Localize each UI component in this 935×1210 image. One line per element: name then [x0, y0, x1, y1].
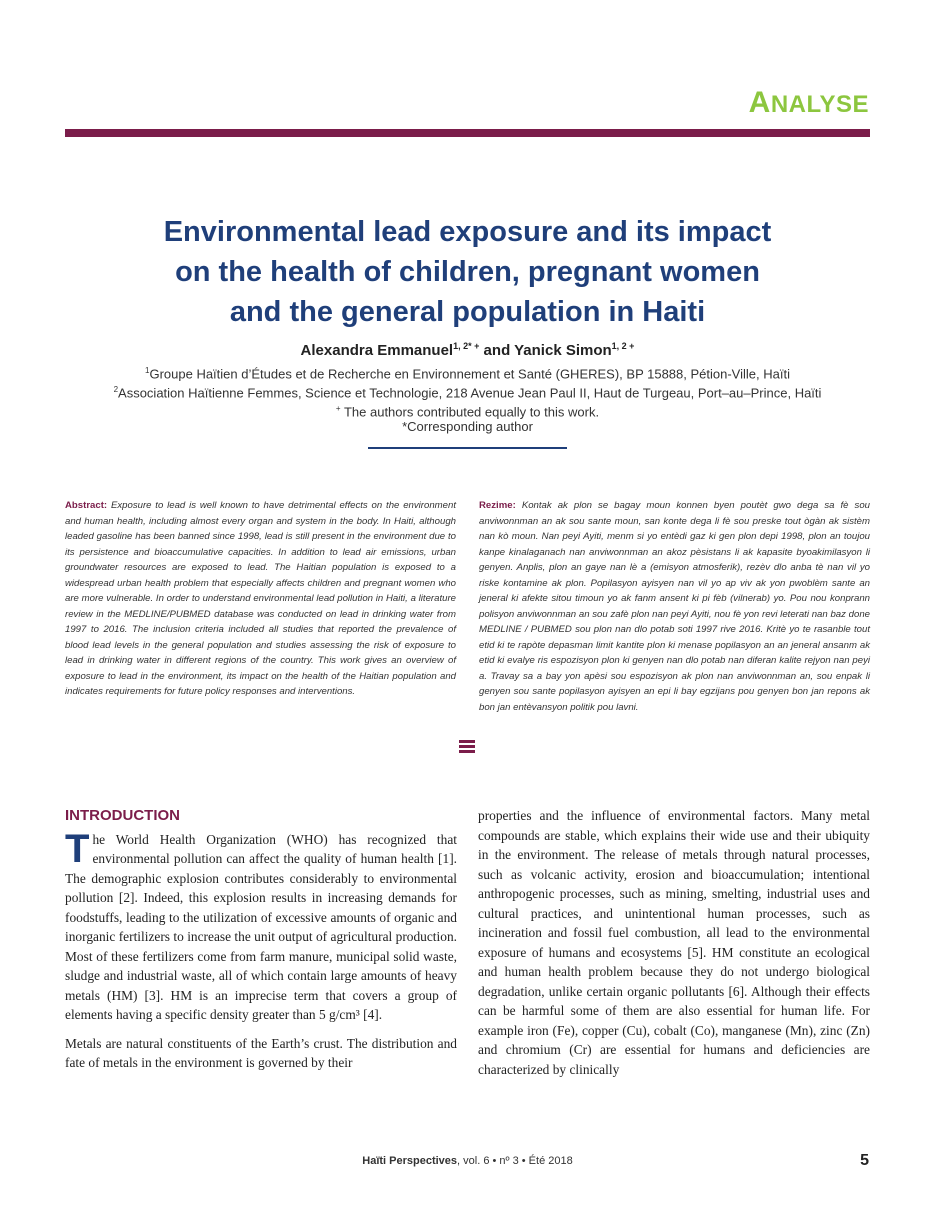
top-rule	[65, 129, 870, 137]
corresponding-author-note: *Corresponding author	[402, 419, 533, 434]
journal-name: Haïti Perspectives	[362, 1155, 458, 1167]
title-line: on the health of children, pregnant women	[175, 256, 760, 288]
author-affiliation-marker: 1, 2 +	[611, 341, 635, 351]
section-separator-icon	[459, 740, 475, 754]
author-name: Alexandra Emmanuel	[300, 342, 454, 359]
page-number: 5	[860, 1152, 869, 1169]
body-column-right	[478, 806, 870, 1088]
divider	[368, 447, 567, 449]
issue-info: , vol. 6 • nº 3 • Été 2018	[457, 1155, 573, 1167]
page-footer	[0, 1155, 935, 1167]
abstract-text: Exposure to lead is well known to have detrimental effects on the environment and human health, including almost every organ and system in the body. In Haiti, although leaded gasoline has been banned since 1998, lead is still present in the environment due to its persistence and bioaccumulative capacities. In addition to lead air emissions, urban groundwater resources are exposed to lead. The Haitian population is exposed to a widespread urban health problem that especially affects children and pregnant women who are more vulnerable. In order to understand environmental lead pollution in Haiti, a literature review in the MEDLINE/PUBMED database was conducted on lead in drinking water from 1997 to 2016. The inclusion criteria included all studies that reported the prevalence of blood lead levels in the general population and studies assessing the risk of exposure to lead in drinking water in different regions of the country. This work gives an overview of exposure to lead in the environment, its impact on the health of the Haitian population and indicates requirements for future policy responses and interventions.	[65, 500, 456, 697]
author-conjunction: and	[479, 342, 515, 359]
paragraph: properties and the influence of environmental factors. Many metal compounds are stable, which explains their wide use and their ubiquity in the environment. The release of metals through natural processes, such as volcanic activity, erosion and bioaccumulation; intentional anthropogenic processes, such as mining, smelting, industrial uses and cultural practices, and unintentional human processes, such as incineration and fossil fuel combustion, all lead to the environmental exposure of humans and ecosystems [5]. HM constitute an ecological and human health problem because they do not undergo biological degradation, unlike certain organic pollutants [6]. Although their effects can be harmful some of them are also essential for human life. For example iron (Fe), copper (Cu), cobalt (Co), manganese (Mn), zinc (Zn) and chromium (Cr) are essential for humans and deficiencies are characterized by clinically	[478, 808, 870, 1077]
title-line: Environmental lead exposure and its impact	[163, 216, 772, 248]
equal-contribution-note: + The authors contributed equally to this work.	[335, 404, 600, 420]
article-title	[100, 212, 835, 332]
affiliation: $^1$Groupe Haïtien d’Études et de Recherche en Environnement et Santé (GHERES), BP 15888, Pétion-Ville, Haïti	[145, 366, 790, 382]
authors	[100, 341, 835, 359]
rezime-text: Kontak ak plon se bagay moun konnen byen poutèt gwo dega sa fè sou anviwonnman an ak sou sante moun, san konte dega li fè sou preske tout ògàn ak sistèm nan kò moun. Nan peyi Ayiti, menm si yo entèdi gaz ki gen plon depi 1998, plon an toujou kanpe kinalaganach nan anviwonnman an akoz pèsistans li ak kapasite byoakimilasyon li genyen. Anplis, plon an gaye nan lè a (emisyon atmosferik), rezèv dlo anba tè nan vil yo riske kontamine ak plon. Popilasyon ayisyen nan vil yo ap viv ak yon pwoblèm sante an jeneral ki afekte sitou timoun yo ak fanm ansent ki pi fèb (vilnerab) yo. Pou nou konprann polisyon anviwonnman an sou zafè plon nan peyi Ayiti, nou fè yon revi leterati nan baz done MEDLINE / PUBMED sou plon nan dlo potab soti 1997 rive 2016. Kritè yo te rasanble tout etid ki te rapòte depasman limit kantite plon ki menase popilasyon an an jeneral ansanm ak etid ki evalye ris espozisyon plon ki genyen nan dlo potab nan diferan kalite rejyon nan peyi a. Travay sa a bay yon apèsi sou espozisyon ak plon nan anviwonnman an, sou enpak li genyen sou sante popilasyon ayisyen an epi li bay egzijans pou genyen bon jan repons ak bon jan entèvansyon politik pou lavni.	[479, 500, 870, 713]
rezime-label: Rezime:	[479, 500, 516, 511]
rezime	[479, 498, 870, 715]
drop-cap: T	[65, 826, 90, 871]
author-affiliation-marker: 1, 2* +	[453, 341, 480, 351]
title-line: and the general population in Haiti	[229, 296, 706, 328]
paragraph: The World Health Organization (WHO) has recognized that environmental pollution can affect the quality of human health [1]. The demographic explosion contributes considerably to environmental pollution [2]. Indeed, this explosion results in increasing demands for foodstuffs, leading to the utilization of excessive amounts of organic and inorganic fertilizers to increase the unit output of agricultural production. Most of these fertilizers come from farm manure, municipal solid waste, sludge and industrial waste, all of which contain large amounts of heavy metals (HM) [3]. HM is an imprecise term that covers a group of elements having a specific density greater than 5 g/cm³ [4].	[65, 826, 457, 1022]
affiliation: $^2$Association Haïtienne Femmes, Science et Technologie, 218 Avenue Jean Paul II, Haut de Turgeau, Port–au–Prince, Haïti	[113, 385, 822, 401]
section-heading: INTRODUCTION	[65, 807, 180, 824]
section-label: ANALYSE	[748, 86, 869, 119]
author-name: Yanick Simon	[514, 342, 612, 359]
body-column-left	[65, 806, 457, 1082]
abstract-label: Abstract:	[65, 500, 108, 511]
paragraph: Metals are natural constituents of the Earth’s crust. The distribution and fate of metals in the environment is governed by their	[65, 1035, 457, 1070]
abstract	[65, 498, 456, 700]
